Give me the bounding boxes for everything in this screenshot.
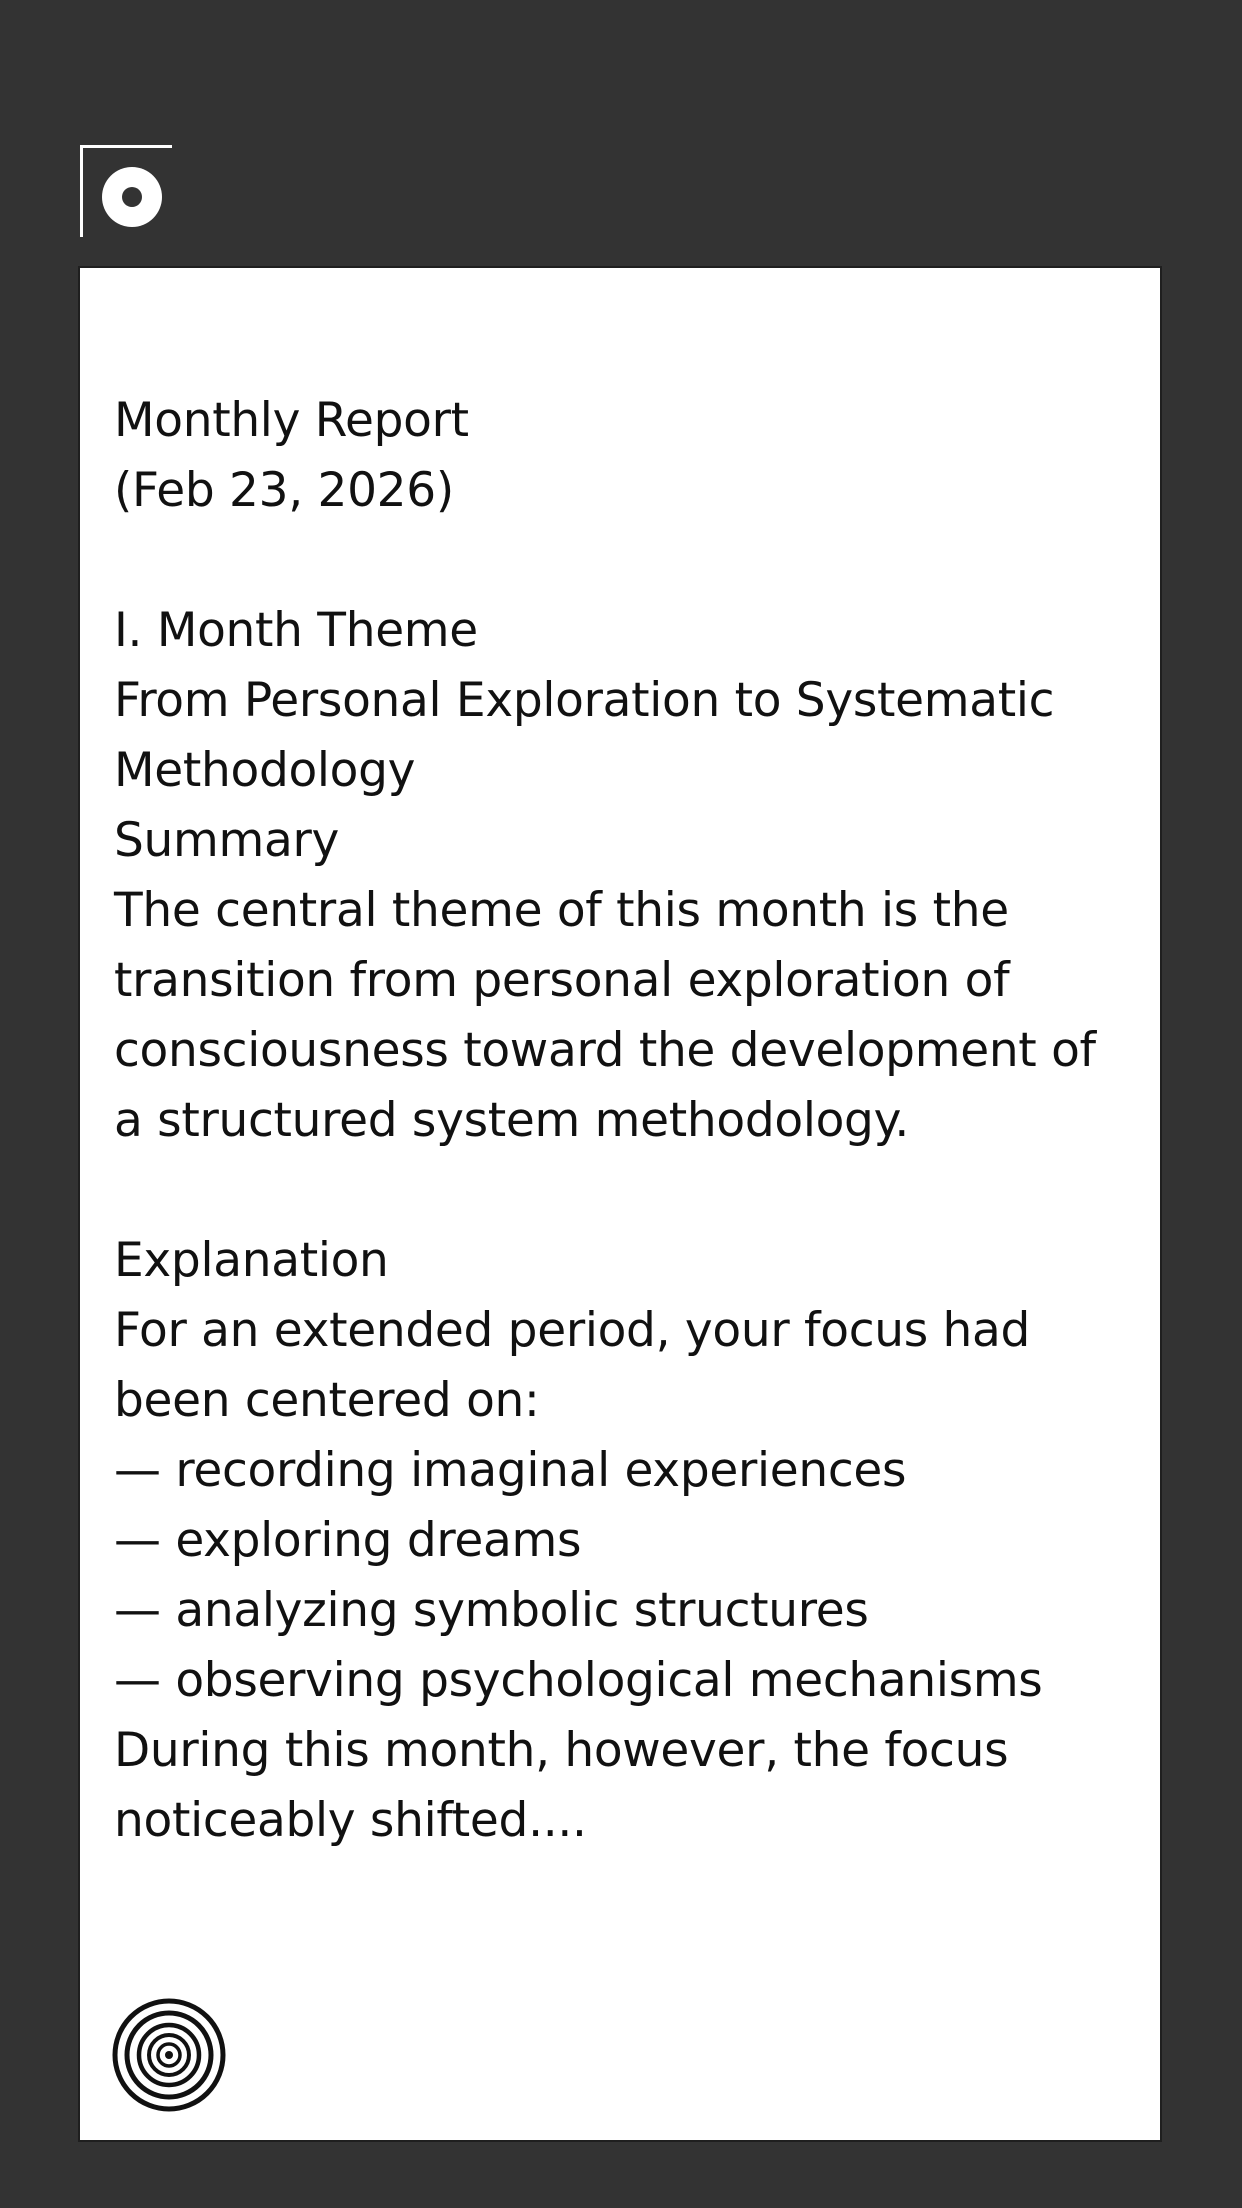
summary-line: transition from personal exploration of <box>114 953 1010 1008</box>
spacer <box>114 1156 1134 1226</box>
report-content <box>114 386 1134 1856</box>
report-card <box>78 266 1162 2142</box>
theme-line: From Personal Exploration to Systematic <box>114 673 1055 728</box>
closing-line: During this month, however, the focus <box>114 1723 1009 1778</box>
report-date: (Feb 23, 2026) <box>114 463 454 518</box>
explanation-line: For an extended period, your focus had <box>114 1303 1031 1358</box>
theme-line: Methodology <box>114 743 416 798</box>
bullet-item: — analyzing symbolic structures <box>114 1583 869 1638</box>
spacer <box>114 526 1134 596</box>
summary-label: Summary <box>114 813 340 868</box>
explanation-line: been centered on: <box>114 1373 540 1428</box>
bullet-item: — exploring dreams <box>114 1513 582 1568</box>
summary-line: consciousness toward the development of <box>114 1023 1096 1078</box>
explanation-label: Explanation <box>114 1233 389 1288</box>
summary-line: a structured system methodology. <box>114 1093 910 1148</box>
report-title: Monthly Report <box>114 393 469 448</box>
bullet-item: — recording imaginal experiences <box>114 1443 907 1498</box>
summary-line: The central theme of this month is the <box>114 883 1009 938</box>
section-heading: I. Month Theme <box>114 603 478 658</box>
closing-line: noticeably shifted.... <box>114 1793 587 1848</box>
bullet-item: — observing psychological mechanisms <box>114 1653 1043 1708</box>
concentric-spiral-icon <box>112 1998 226 2112</box>
app-logo-icon <box>80 145 172 237</box>
